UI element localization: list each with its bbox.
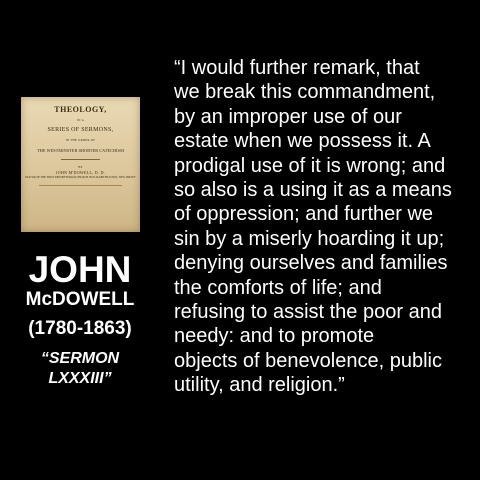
quote-line: so also is a using it as a means xyxy=(174,179,452,202)
book-small-line-2: IN THE ORDER OF xyxy=(65,138,96,142)
quote-line: “I would further remark, that xyxy=(174,57,420,79)
book-cover-image xyxy=(21,97,140,232)
quote-line: estate when we possess it. A xyxy=(174,130,431,153)
book-pastor-line: PASTOR OF THE FIRST PRESBYTERIAN CHURCH IN ELIZABETH-TOWN, NEW-JERSEY xyxy=(25,176,136,179)
book-title: THEOLOGY, xyxy=(54,105,107,114)
sermon-line-2: LXXXIII” xyxy=(48,370,112,387)
book-by: BY xyxy=(78,165,83,169)
quote-line: we break this commandment, xyxy=(174,81,436,104)
quote-line: denying ourselves and families xyxy=(174,252,448,275)
sermon-line-1: “SERMON xyxy=(40,350,120,367)
book-series: SERIES OF SERMONS, xyxy=(47,127,114,133)
quote-line: sin by a miserly hoarding it up; xyxy=(174,227,445,250)
quote-text xyxy=(174,56,470,398)
book-rule xyxy=(61,159,100,160)
quote-line: prodigal use of it is wrong; and xyxy=(174,154,446,177)
book-rule-bottom xyxy=(39,185,122,186)
book-small-line-1: IN A xyxy=(76,118,85,122)
book-catechism: THE WESTMINSTER SHORTER CATECHISM xyxy=(37,148,124,153)
quote-line: by an improper use of our xyxy=(174,105,402,128)
quote-line: objects of benevolence, public xyxy=(174,349,442,372)
quote-line: of oppression; and further we xyxy=(174,203,434,226)
author-first-name: JOHN xyxy=(28,249,132,290)
quote-line: needy: and to promote xyxy=(174,325,375,348)
quote-line: utility, and religion.” xyxy=(174,374,345,397)
quote-line: refusing to assist the poor and xyxy=(174,301,442,324)
quote-line: the comforts of life; and xyxy=(174,276,382,299)
sermon-reference xyxy=(0,349,160,389)
author-last-name: McDOWELL xyxy=(25,289,135,310)
author-dates: (1780-1863) xyxy=(28,318,132,339)
book-author: JOHN M'DOWELL, D. D. xyxy=(55,170,106,175)
